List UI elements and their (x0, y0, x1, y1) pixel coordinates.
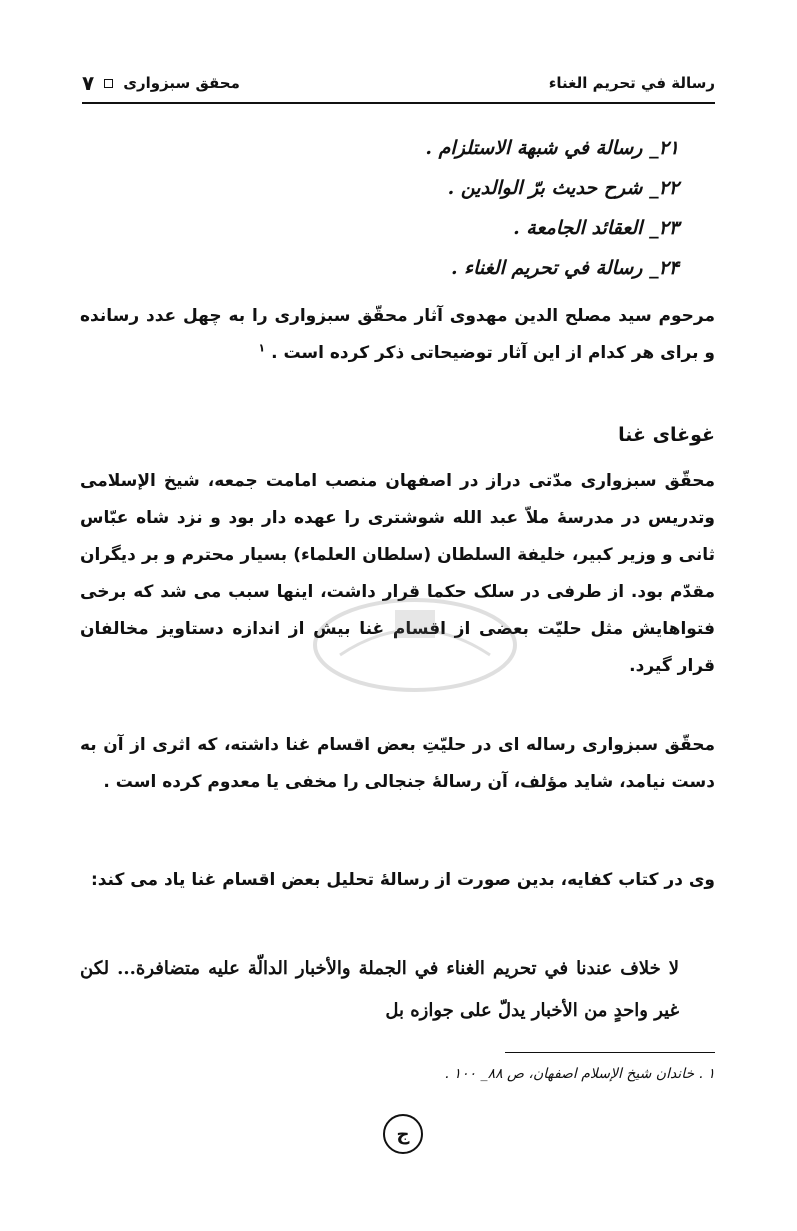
running-header (82, 66, 715, 100)
section-heading: غوغای غنا (618, 424, 715, 446)
header-section (82, 71, 240, 95)
paragraph-kifaya: وی در کتاب کفایه، بدین صورت از رسالهٔ تحلیل بعض اقسام غنا یاد می کند: (90, 870, 715, 890)
list-item: ۲۲_ شرح حديث برّ الوالدين . (447, 177, 679, 199)
square-ornament-icon (104, 79, 113, 88)
paragraph-works-count (80, 298, 715, 372)
header-section-title: محقق سبزواری (123, 74, 240, 92)
header-book-title: رسالة في تحريم الغناء (548, 74, 715, 92)
list-item: ۲۱_ رسالة في شبهة الاستلزام . (425, 137, 679, 159)
paragraph-background: محقّق سبزواری مدّتی دراز در اصفهان منصب امامت جمعه، شیخ الإسلامی وتدریس در مدرسهٔ ملاّ عبد الله شوشتری را عهده دار بود و نزد شاه عبّاس ثانی و وزیر کبیر، خلیفة السلطان (سلطان العلماء) بسیار محترم و بر دیگران مقدّم بود. از طرفی در سلک حکما قرار داشت، اینها سبب می شد که برخی فتواهایش مثل حلیّت بعضی از اقسام غنا بیش از اندازه دستاویز مخالفان قرار گیرد. (80, 471, 715, 676)
footnote-rule (505, 1052, 715, 1053)
works-list (300, 128, 679, 288)
list-item: ۲۴_ رسالة في تحريم الغناء . (450, 257, 679, 279)
page-letter-badge: ج (383, 1114, 423, 1154)
paragraph-text: مرحوم سید مصلح الدین مهدوی آثار محقّق سبزواری را به چهل عدد رسانده و برای هر کدام از این آثار توضیحاتی ذکر کرده است . (80, 306, 715, 363)
header-rule (82, 102, 715, 104)
header-page-number: ۷ (82, 71, 95, 95)
paragraph-treatise: محقّق سبزواری رساله ای در حلیّتِ بعض اقسام غنا داشته، که اثری از آن به دست نیامد، شاید مؤلف، آن رسالهٔ جنجالی را مخفی یا معدوم کرده است . (80, 735, 715, 792)
footnote: ۱ . خاندان شيخ الإسلام اصفهان، ص ۸۸_ ۱۰۰ . (444, 1066, 715, 1082)
list-item: ۲۳_ العقائد الجامعة . (513, 217, 679, 239)
footnote-ref: ۱ (258, 341, 266, 355)
arabic-quotation: لا خلاف عندنا في تحريم الغناء في الجملة والأخبار الدالّة عليه متضافرة... لكن غير واحدٍ من الأخبار يدلّ على جوازه بل (80, 958, 679, 1021)
